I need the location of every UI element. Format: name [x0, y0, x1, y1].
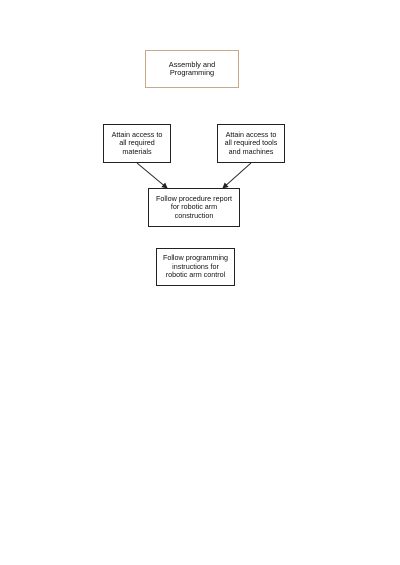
node-label: Attain access to all required materials [111, 129, 163, 156]
node-assembly-and-programming [145, 50, 239, 88]
edge-tools-to-procedure [223, 163, 251, 188]
node-follow-programming-instructions [156, 248, 235, 286]
edge-materials-to-procedure [137, 163, 167, 188]
node-attain-materials [103, 124, 171, 163]
node-label: Follow programming instructions for robotic arm control [162, 253, 229, 280]
node-label: Follow procedure report for robotic arm construction [156, 193, 232, 220]
node-label: Attain access to all required tools and machines [224, 129, 278, 156]
node-label: Assembly and Programming [168, 59, 216, 77]
node-attain-tools [217, 124, 285, 163]
node-follow-procedure-report [148, 188, 240, 227]
